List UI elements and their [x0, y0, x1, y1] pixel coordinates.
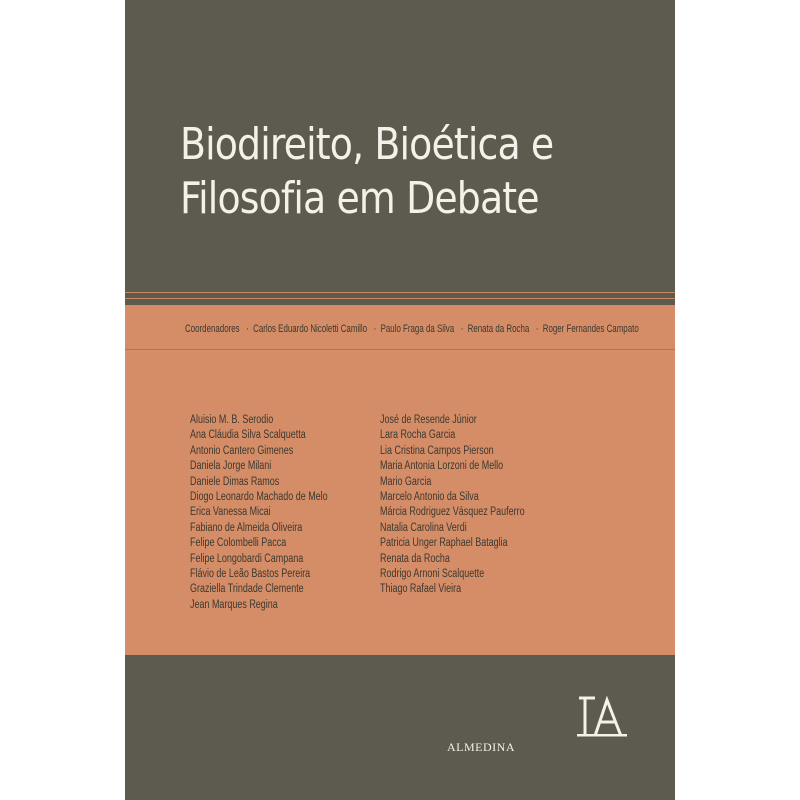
author-name: Patricia Unger Raphael Bataglia — [380, 537, 508, 550]
author-name: Mario Garcia — [380, 475, 432, 488]
author-name: Daniele Dimas Ramos — [190, 475, 280, 488]
coordinators-line — [185, 323, 639, 335]
coordinator-name: · Roger Fernandes Campato — [531, 323, 638, 335]
author-name: Flávio de Leão Bastos Pereira — [190, 568, 311, 581]
coordinator-name: · Paulo Fraga da Silva — [369, 323, 454, 335]
publisher-name: ALMEDINA — [447, 740, 515, 754]
author-name: Felipe Longobardi Campana — [190, 552, 304, 565]
author-name: Márcia Rodriguez Vásquez Pauferro — [380, 506, 525, 519]
book-title-line-1: Biodireito, Bioética e — [180, 119, 554, 170]
authors-column-left — [190, 413, 366, 613]
author-name: Lara Rocha Garcia — [380, 429, 456, 442]
divider-line — [125, 298, 675, 299]
author-name: Natalia Carolina Verdi — [380, 521, 467, 534]
author-name: Diogo Leonardo Machado de Melo — [190, 491, 328, 504]
coordinator-name: · Carlos Eduardo Nicoletti Camillo — [242, 323, 367, 335]
divider-line — [125, 292, 675, 293]
almedina-logo-icon — [565, 690, 645, 760]
band-divider — [125, 349, 675, 350]
author-name: Aluisio M. B. Serodio — [190, 414, 274, 426]
author-name: Erica Vanessa Micai — [190, 506, 271, 519]
authors-column-right — [380, 413, 565, 598]
coordinators-label: Coordenadores — [185, 323, 240, 335]
author-name: Renata da Rocha — [380, 552, 450, 565]
author-name: Fabiano de Almeida Oliveira — [190, 521, 303, 534]
book-cover — [125, 0, 675, 800]
author-name: Antonio Cantero Gimenes — [190, 444, 294, 457]
author-name: Maria Antonia Lorzoni de Mello — [380, 460, 504, 473]
author-name: Jean Marques Regina — [190, 598, 278, 611]
author-name: José de Resende Júnior — [380, 414, 477, 426]
book-title — [180, 118, 584, 226]
author-name: Thiago Rafael Vieira — [380, 583, 462, 596]
author-name: Felipe Colombelli Pacca — [190, 537, 287, 550]
author-name: Graziella Trindade Clemente — [190, 583, 304, 596]
author-name: Daniela Jorge Milani — [190, 460, 272, 473]
author-name: Ana Cláudia Silva Scalquetta — [190, 429, 306, 442]
book-title-line-2: Filosofia em Debate — [180, 173, 539, 224]
author-name: Marcelo Antonio da Silva — [380, 491, 479, 504]
author-name: Rodrigo Arnoni Scalquette — [380, 568, 485, 581]
coordinator-name: · Renata da Rocha — [456, 323, 529, 335]
author-name: Lia Cristina Campos Pierson — [380, 444, 494, 457]
